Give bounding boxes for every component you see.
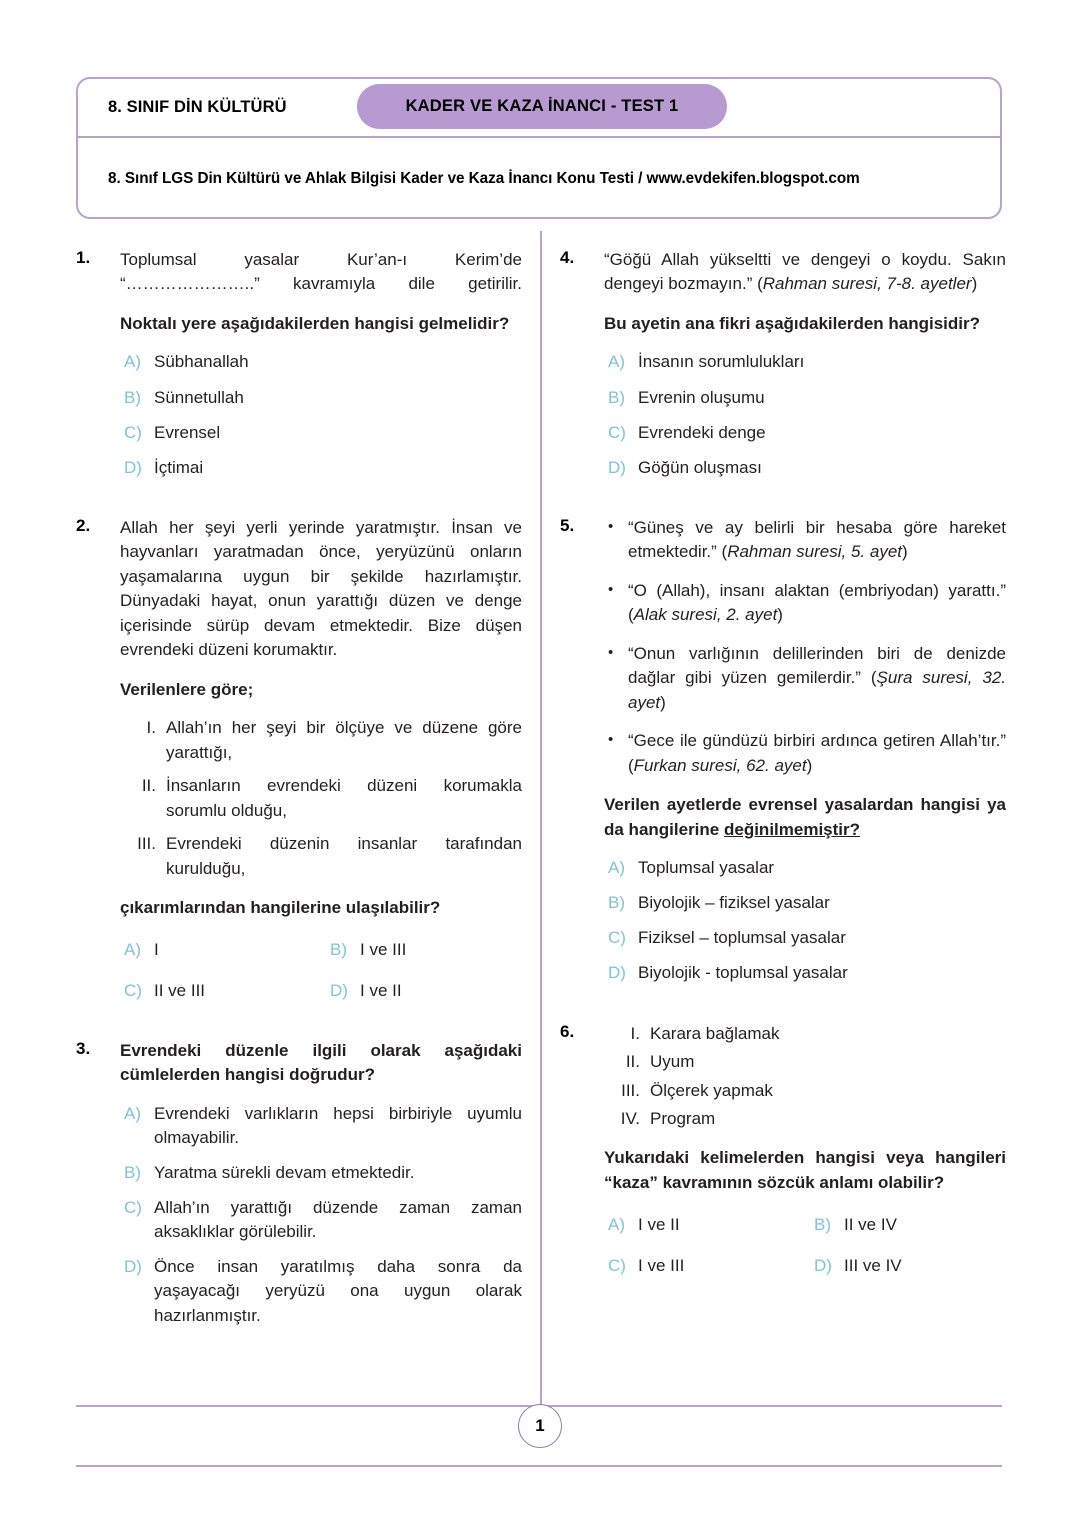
option-a[interactable]: [604, 856, 1006, 880]
option-letter: C): [608, 1255, 626, 1275]
question-3: [72, 1039, 522, 1328]
verse-source: Şura suresi, 32. ayet: [628, 668, 1006, 712]
option-letter: D): [330, 980, 348, 1000]
verse-source: Alak suresi, 2. ayet: [633, 605, 778, 625]
roman-item-text: Allah’ın her şeyi bir ölçüye ve düzene göre yarattığı,: [166, 718, 522, 762]
question-prompt: Verilenlere göre;: [120, 679, 254, 699]
option-c[interactable]: [120, 979, 316, 1003]
options-list: [604, 856, 1006, 986]
question-stem: [604, 248, 1006, 297]
option-text: İçtimai: [154, 457, 204, 477]
option-text: I: [154, 940, 159, 960]
roman-item-text: Uyum: [650, 1052, 695, 1072]
header-subtitle: 8. Sınıf LGS Din Kültürü ve Ahlak Bilgisi Kader ve Kaza İnancı Konu Testi / www.evdekifen.blogspot.com: [108, 169, 860, 187]
page-number-badge: 1: [518, 1404, 562, 1448]
roman-item-text: Ölçerek yapmak: [650, 1080, 773, 1100]
option-b[interactable]: [326, 938, 522, 962]
option-text: Göğün oluşması: [638, 457, 762, 477]
option-letter: D): [608, 457, 626, 477]
option-letter: B): [124, 1162, 141, 1182]
roman-numeral: II.: [141, 776, 156, 796]
option-c[interactable]: [604, 421, 1006, 445]
option-c[interactable]: [604, 926, 1006, 950]
question-stem: Allah her şeyi yerli yerinde yaratmıştır. İnsan ve hayvanları yaratmadan önce, yeryüzünü onların yaşamalarına uygun bir şekilde hazırlamıştır. Dünyadaki hayat, onun yarattığı düzen ve denge içerisinde sürüp devam etmektedir. Bize düşen evrendeki düzeni korumaktır.: [120, 517, 522, 660]
options-list: [120, 350, 522, 480]
verse-item: [604, 729, 1006, 778]
option-letter: A): [124, 352, 141, 372]
option-text: Biyolojik - toplumsal yasalar: [638, 963, 848, 983]
question-stem: Toplumsal yasalar Kur’an-ı Kerim’de “…………………..” kavramıyla dile getirilir.: [120, 250, 522, 294]
option-text: Toplumsal yasalar: [638, 858, 775, 878]
question-prompt: [604, 793, 1006, 842]
option-c[interactable]: [604, 1254, 800, 1278]
option-letter: A): [608, 1215, 625, 1235]
option-d[interactable]: [604, 456, 1006, 480]
option-b[interactable]: [604, 386, 1006, 410]
verse-quote: “Göğü Allah yükseltti ve dengeyi o koydu. Sakın dengeyi bozmayın.” (: [604, 250, 1006, 294]
option-text: Evrendeki varlıkların hepsi birbiriyle uyumlu olmayabilir.: [154, 1103, 522, 1147]
option-d[interactable]: [604, 961, 1006, 985]
roman-numeral: III.: [137, 834, 156, 854]
verse-quote: “Onun varlığının delillerinden biri de denizde dağlar gibi yüzen gemilerdir.” (: [628, 643, 1006, 688]
option-letter: D): [124, 457, 142, 477]
roman-item: [126, 832, 522, 881]
option-letter: C): [608, 928, 626, 948]
verse-close: ): [660, 692, 666, 712]
verse-close: ): [971, 274, 978, 294]
option-text: I ve III: [638, 1255, 685, 1275]
option-text: III ve IV: [844, 1255, 902, 1275]
question-prompt: Noktalı yere aşağıdakilerden hangisi gelmelidir?: [120, 313, 510, 333]
roman-item: [610, 1050, 1006, 1074]
roman-item-text: İnsanların evrendeki düzeni korumakla sorumlu olduğu,: [166, 776, 522, 820]
option-letter: C): [608, 422, 626, 442]
roman-item: [610, 1107, 1006, 1131]
verse-quote: “Güneş ve ay belirli bir hesaba göre hareket etmektedir.” (: [628, 517, 1006, 562]
verse-close: ): [902, 542, 908, 562]
option-text: Yaratma sürekli devam etmektedir.: [154, 1162, 415, 1182]
option-d[interactable]: [810, 1254, 1006, 1278]
verse-quote: “Gece ile gündüzü birbiri ardınca getiren Allah’tır.” (: [628, 731, 1006, 775]
right-column: [556, 248, 1006, 1308]
question-2: [72, 516, 522, 1003]
option-a[interactable]: [120, 1102, 522, 1150]
verse-bullet-list: [604, 516, 1006, 778]
option-text: II ve III: [154, 980, 206, 1000]
roman-item-text: Karara bağlamak: [650, 1023, 780, 1043]
option-text: I ve II: [360, 980, 402, 1000]
option-text: Fiziksel – toplumsal yasalar: [638, 928, 846, 948]
options-list: [604, 1213, 1006, 1277]
header-top-row: [78, 79, 1000, 138]
option-letter: B): [608, 893, 625, 913]
question-prompt: Bu ayetin ana fikri aşağıdakilerden hangisidir?: [604, 313, 981, 333]
verse-close: ): [806, 755, 813, 775]
option-c[interactable]: [120, 421, 522, 445]
option-text: Sünnetullah: [154, 387, 244, 407]
question-5: [556, 516, 1006, 986]
roman-item-text: Evrendeki düzenin insanlar tarafından kurulduğu,: [166, 834, 522, 878]
question-number: 6.: [560, 1021, 575, 1041]
prompt-text: Verilen ayetlerde evrensel yasalardan hangisi ya da hangilerine: [604, 795, 1006, 839]
prompt-underlined-text: değinilmemiştir?: [723, 819, 861, 839]
question-6: [556, 1022, 1006, 1278]
roman-numeral: III.: [621, 1080, 640, 1100]
question-number: 1.: [76, 248, 91, 267]
option-letter: A): [124, 1103, 141, 1123]
option-b[interactable]: [120, 1161, 522, 1185]
question-number: 3.: [76, 1038, 91, 1058]
option-a[interactable]: [604, 1213, 800, 1237]
question-4: [556, 248, 1006, 480]
question-number: 2.: [76, 515, 91, 535]
verse-source: Rahman suresi, 5. ayet: [727, 542, 903, 562]
question-prompt: Yukarıdaki kelimelerden hangisi veya hangileri “kaza” kavramının sözcük anlamı olabilir?: [604, 1148, 1006, 1192]
roman-numeral: II.: [625, 1052, 640, 1072]
option-text: İnsanın sorumlulukları: [638, 352, 805, 372]
header-box: [76, 77, 1002, 219]
option-letter: A): [608, 858, 625, 878]
roman-numeral: IV.: [620, 1108, 640, 1128]
verse-item: [604, 516, 1006, 565]
option-text: Allah’ın yarattığı düzende zaman zaman aksaklıklar görülebilir.: [154, 1198, 522, 1242]
options-list: [604, 350, 1006, 480]
option-text: Evrensel: [154, 422, 221, 442]
left-column: [72, 248, 522, 1358]
option-a[interactable]: [604, 350, 1006, 374]
roman-item: [610, 1079, 1006, 1103]
roman-item: [126, 774, 522, 823]
option-c[interactable]: [120, 1196, 522, 1244]
option-b[interactable]: [810, 1213, 1006, 1237]
option-b[interactable]: [120, 386, 522, 410]
verse-source: Rahman suresi, 7-8. ayetler: [762, 274, 972, 294]
option-text: Önce insan yaratılmış daha sonra da yaşayacağı yeryüzü ona uygun olarak hazırlanmıştır.: [154, 1257, 522, 1325]
option-letter: B): [330, 940, 347, 960]
header-subtitle-row: [78, 138, 1000, 219]
option-letter: C): [124, 1198, 142, 1218]
roman-item-text: Program: [650, 1108, 716, 1128]
verse-item: [604, 579, 1006, 628]
question-prompt-secondary: çıkarımlarından hangilerine ulaşılabilir?: [120, 898, 441, 917]
option-letter: D): [124, 1257, 142, 1277]
verse-close: ): [777, 605, 783, 625]
test-title-badge: KADER VE KAZA İNANCI - TEST 1: [357, 84, 727, 129]
question-1: [72, 248, 522, 480]
option-letter: D): [608, 963, 626, 983]
roman-numeral-list: [126, 716, 522, 881]
option-text: I ve III: [360, 940, 407, 960]
verse-source: Furkan suresi, 62. ayet: [633, 755, 807, 775]
option-d[interactable]: [326, 979, 522, 1003]
grade-title: 8. SINIF DİN KÜLTÜRÜ: [108, 98, 287, 116]
option-text: I ve II: [638, 1215, 680, 1235]
option-d[interactable]: [120, 456, 522, 480]
option-letter: B): [814, 1215, 831, 1235]
option-a[interactable]: [120, 938, 316, 962]
option-d[interactable]: [120, 1255, 522, 1327]
option-text: Sübhanallah: [154, 352, 249, 372]
option-letter: B): [608, 387, 625, 407]
option-letter: C): [124, 422, 142, 442]
roman-numeral: I.: [630, 1023, 640, 1043]
option-letter: B): [124, 387, 141, 407]
roman-item: [610, 1022, 1006, 1046]
verse-item: [604, 642, 1006, 715]
roman-numeral-list: [610, 1022, 1006, 1132]
roman-item: [126, 716, 522, 765]
roman-numeral: I.: [146, 718, 156, 738]
option-letter: D): [814, 1255, 832, 1275]
option-letter: C): [124, 980, 142, 1000]
question-number: 5.: [560, 515, 575, 535]
option-b[interactable]: [604, 891, 1006, 915]
option-letter: A): [124, 940, 141, 960]
option-text: Evrenin oluşumu: [638, 387, 765, 407]
option-a[interactable]: [120, 350, 522, 374]
option-text: Biyolojik – fiziksel yasalar: [638, 893, 830, 913]
question-prompt: Evrendeki düzenle ilgili olarak aşağıdaki cümlelerden hangisi doğrudur?: [120, 1040, 522, 1085]
option-text: Evrendeki denge: [638, 422, 766, 442]
verse-quote: “O (Allah), insanı alaktan (embriyodan) yarattı.” (: [628, 580, 1006, 625]
question-number: 4.: [560, 248, 575, 267]
options-list: [120, 1102, 522, 1328]
option-letter: A): [608, 352, 625, 372]
column-divider: [540, 231, 542, 1406]
option-text: II ve IV: [844, 1215, 897, 1235]
options-list: [120, 938, 522, 1002]
footer-rule-bottom: [76, 1465, 1002, 1467]
